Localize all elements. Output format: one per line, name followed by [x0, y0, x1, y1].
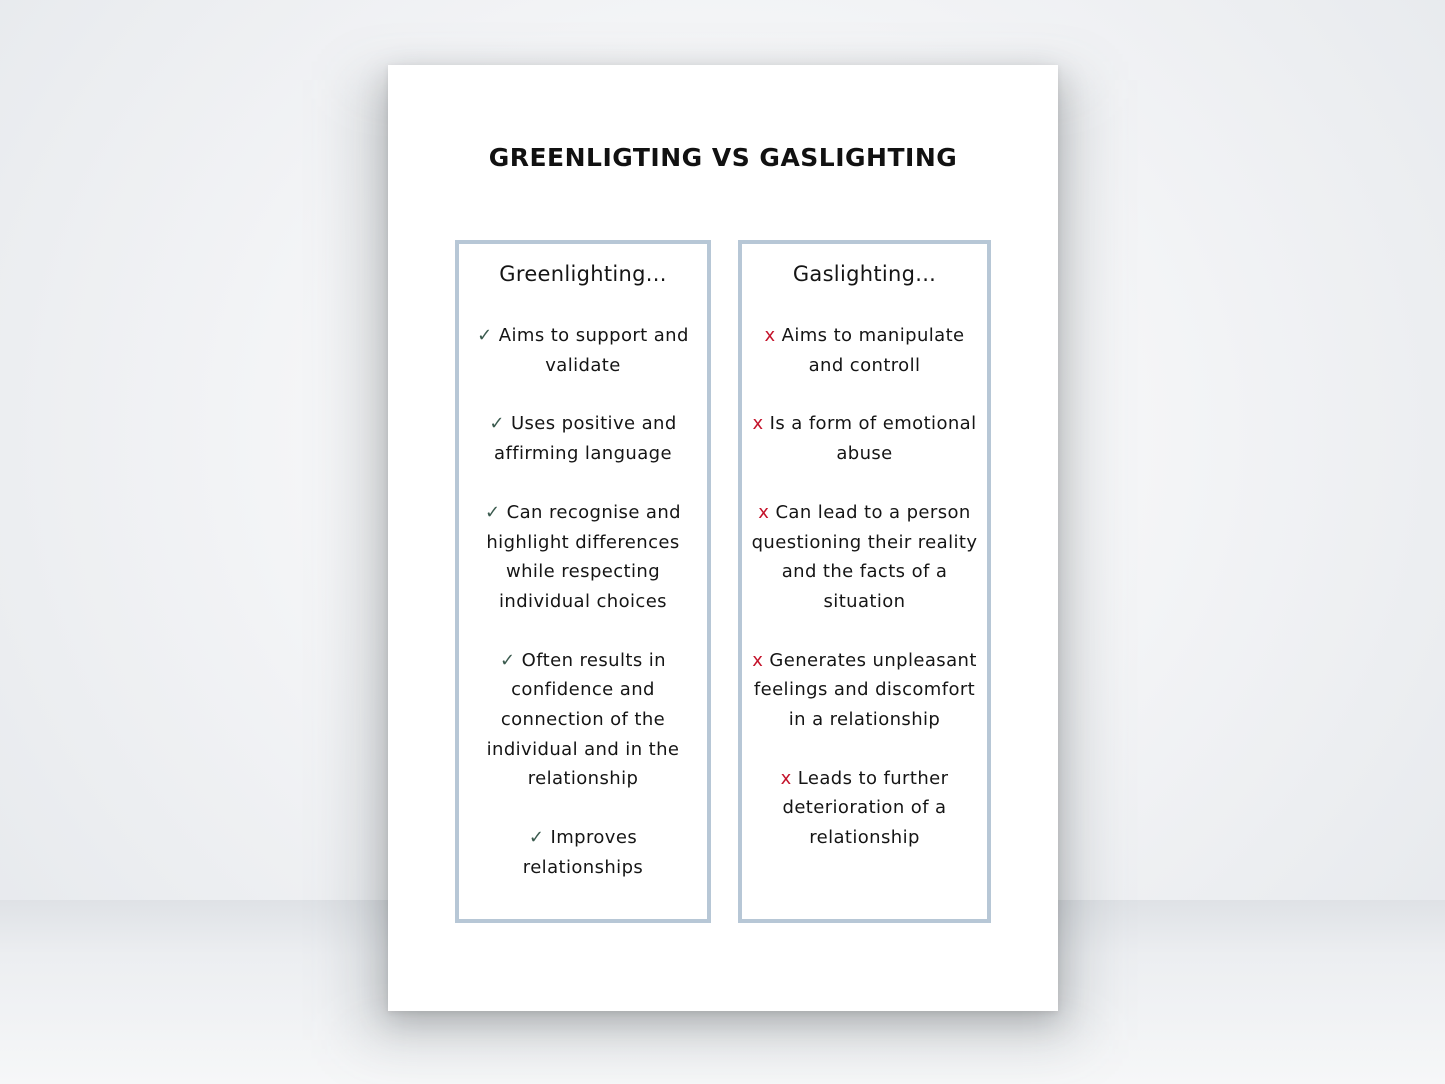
list-item-text: Improves relationships [522, 827, 644, 878]
list-item [467, 321, 699, 380]
check-icon: ✓ [528, 827, 545, 849]
list-item [750, 409, 979, 468]
list-item-text: Aims to manipulate and controll [781, 325, 965, 376]
list-item [750, 321, 979, 380]
list-item-text: Often results in confidence and connection of the individual and in the relationship [486, 649, 680, 790]
x-icon: x [764, 325, 776, 346]
list-item [750, 646, 979, 735]
document-sheet [388, 65, 1058, 1011]
greenlighting-column [455, 240, 711, 923]
list-item-text: Can recognise and highlight differences while respecting individual choices [486, 501, 681, 612]
list-item-text: Leads to further deterioration of a relationship [782, 767, 949, 849]
x-icon: x [758, 501, 770, 523]
greenlighting-heading: Greenlighting... [499, 262, 667, 286]
list-item [467, 498, 699, 617]
list-item [467, 409, 699, 468]
gaslighting-column [738, 240, 991, 923]
check-icon: ✓ [489, 413, 505, 435]
gaslighting-heading: Gaslighting... [792, 262, 937, 286]
list-item-text: Aims to support and validate [498, 325, 689, 376]
list-item [750, 498, 979, 617]
greenlighting-list [459, 321, 707, 883]
x-icon: x [752, 413, 764, 435]
list-item-text: Is a form of emotional abuse [769, 413, 977, 465]
check-icon: ✓ [485, 501, 501, 523]
check-icon: ✓ [477, 325, 493, 346]
x-icon: x [752, 649, 764, 671]
list-item [467, 823, 699, 882]
list-item-text: Uses positive and affirming language [494, 413, 677, 465]
list-item [467, 646, 699, 795]
x-icon: x [780, 767, 792, 789]
page-title: GREENLIGTING VS GASLIGHTING [488, 143, 958, 172]
list-item-text: Generates unpleasant feelings and discomfort in a relationship [753, 649, 977, 731]
list-item-text: Can lead to a person questioning their reality and the facts of a situation [751, 501, 978, 612]
list-item [750, 764, 979, 853]
gaslighting-list [742, 321, 987, 853]
check-icon: ✓ [500, 649, 516, 671]
